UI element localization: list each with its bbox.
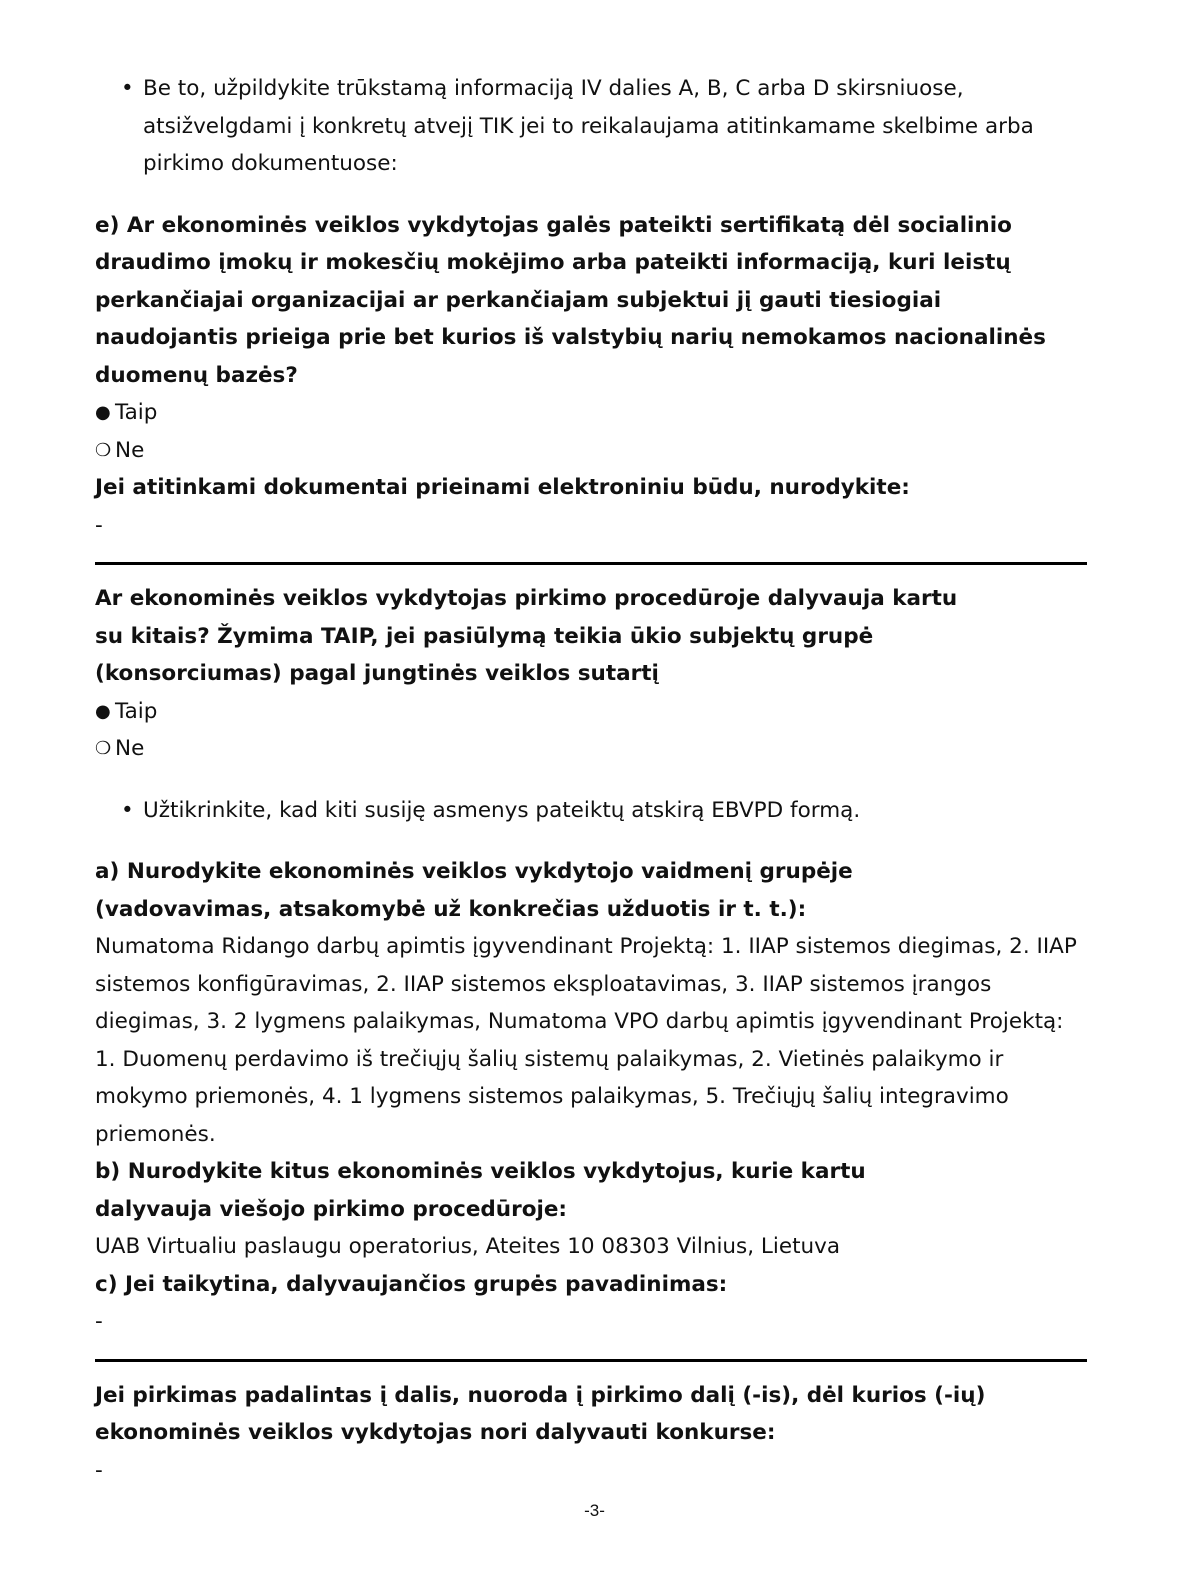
group-name-value: -	[95, 1309, 103, 1334]
radio-empty-icon: ❍	[95, 439, 112, 461]
role-label: a) Nurodykite ekonominės veiklos vykdytojo vaidmenį grupėje (vadovavimas, atsakomybė už konkrečias užduotis ir t. t.):	[95, 859, 853, 922]
lots-question: Jei pirkimas padalintas į dalis, nuoroda į pirkimo dalį (-is), dėl kurios (-ių) ekonominės veiklos vykdytojas nori dalyvauti konkurse:	[95, 1382, 986, 1445]
radio-filled-icon: ●	[95, 402, 111, 423]
radio-group-no[interactable]	[95, 730, 1087, 768]
docs-value: -	[95, 512, 103, 538]
lots-value: -	[95, 1457, 103, 1483]
group-name-label: c) Jei taikytina, dalyvaujančios grupės pavadinimas:	[95, 1271, 728, 1297]
intro-bullet-list	[95, 70, 1087, 183]
intro-bullet: • Be to, užpildykite trūkstamą informaciją IV dalies A, B, C arba D skirsniuose, atsižvelgdami į konkretų atvejį TIK jei to reikalaujama atitinkamame skelbime arba pirkimo dokumentuose:	[143, 70, 1087, 183]
radio-filled-icon: ●	[95, 700, 111, 722]
document-page	[95, 70, 1087, 1489]
radio-empty-icon: ❍	[95, 738, 112, 759]
radio-label: Taip	[115, 698, 158, 724]
page-number: -3-	[584, 1501, 605, 1520]
docs-label: Jei atitinkami dokumentai prieinami elektroniniu būdu, nurodykite:	[95, 475, 910, 500]
question-e: e) Ar ekonominės veiklos vykdytojas galės pateikti sertifikatą dėl socialinio draudimo įmokų ir mokesčių mokėjimo arba pateikti informaciją, kuri leistų perkančiajai organizacijai ar perkančiajam subjektui jį gauti tiesiogiai naudojantis prieiga prie bet kurios iš valstybių narių nemokamos nacionalinės duomenų bazės?	[95, 212, 1046, 388]
group-bullet-list	[95, 792, 1087, 830]
group-bullet: • Užtikrinkite, kad kiti susiję asmenys pateiktų atskirą EBVPD formą.	[143, 792, 1087, 830]
question-group: Ar ekonominės veiklos vykdytojas pirkimo procedūroje dalyvauja kartu su kitais? Žymima TAIP, jei pasiūlymą teikia ūkio subjektų grupė (konsorciumas) pagal jungtinės veiklos sutartį	[95, 586, 958, 686]
divider	[95, 1359, 1087, 1362]
radio-group-yes[interactable]	[95, 693, 1087, 731]
radio-label: Ne	[115, 437, 145, 463]
role-value: Numatoma Ridango darbų apimtis įgyvendinant Projektą: 1. IIAP sistemos diegimas, 2. IIAP sistemos konfigūravimas, 2. IIAP sistemos eksploatavimas, 3. IIAP sistemos įrangos diegimas, 3. 2 lygmens palaikymas, Numatoma VPO darbų apimtis įgyvendinant Projektą: 1. Duomenų perdavimo iš trečiųjų šalių sistemų palaikymas, 2. Vietinės palaikymo ir mokymo priemonės, 4. 1 lygmens sistemos palaikymas, 5. Trečiųjų šalių integravimo priemonės.	[95, 934, 1077, 1147]
other-operators-label: b) Nurodykite kitus ekonominės veiklos vykdytojus, kurie kartu dalyvauja viešojo pirkimo procedūroje:	[95, 1159, 866, 1222]
radio-label: Taip	[115, 400, 158, 425]
radio-e-yes[interactable]	[95, 394, 1087, 432]
divider	[95, 562, 1087, 565]
radio-e-no[interactable]	[95, 432, 1087, 470]
other-operators-value: UAB Virtualiu paslaugu operatorius, Ateites 10 08303 Vilnius, Lietuva	[95, 1234, 841, 1259]
radio-label: Ne	[115, 736, 145, 761]
